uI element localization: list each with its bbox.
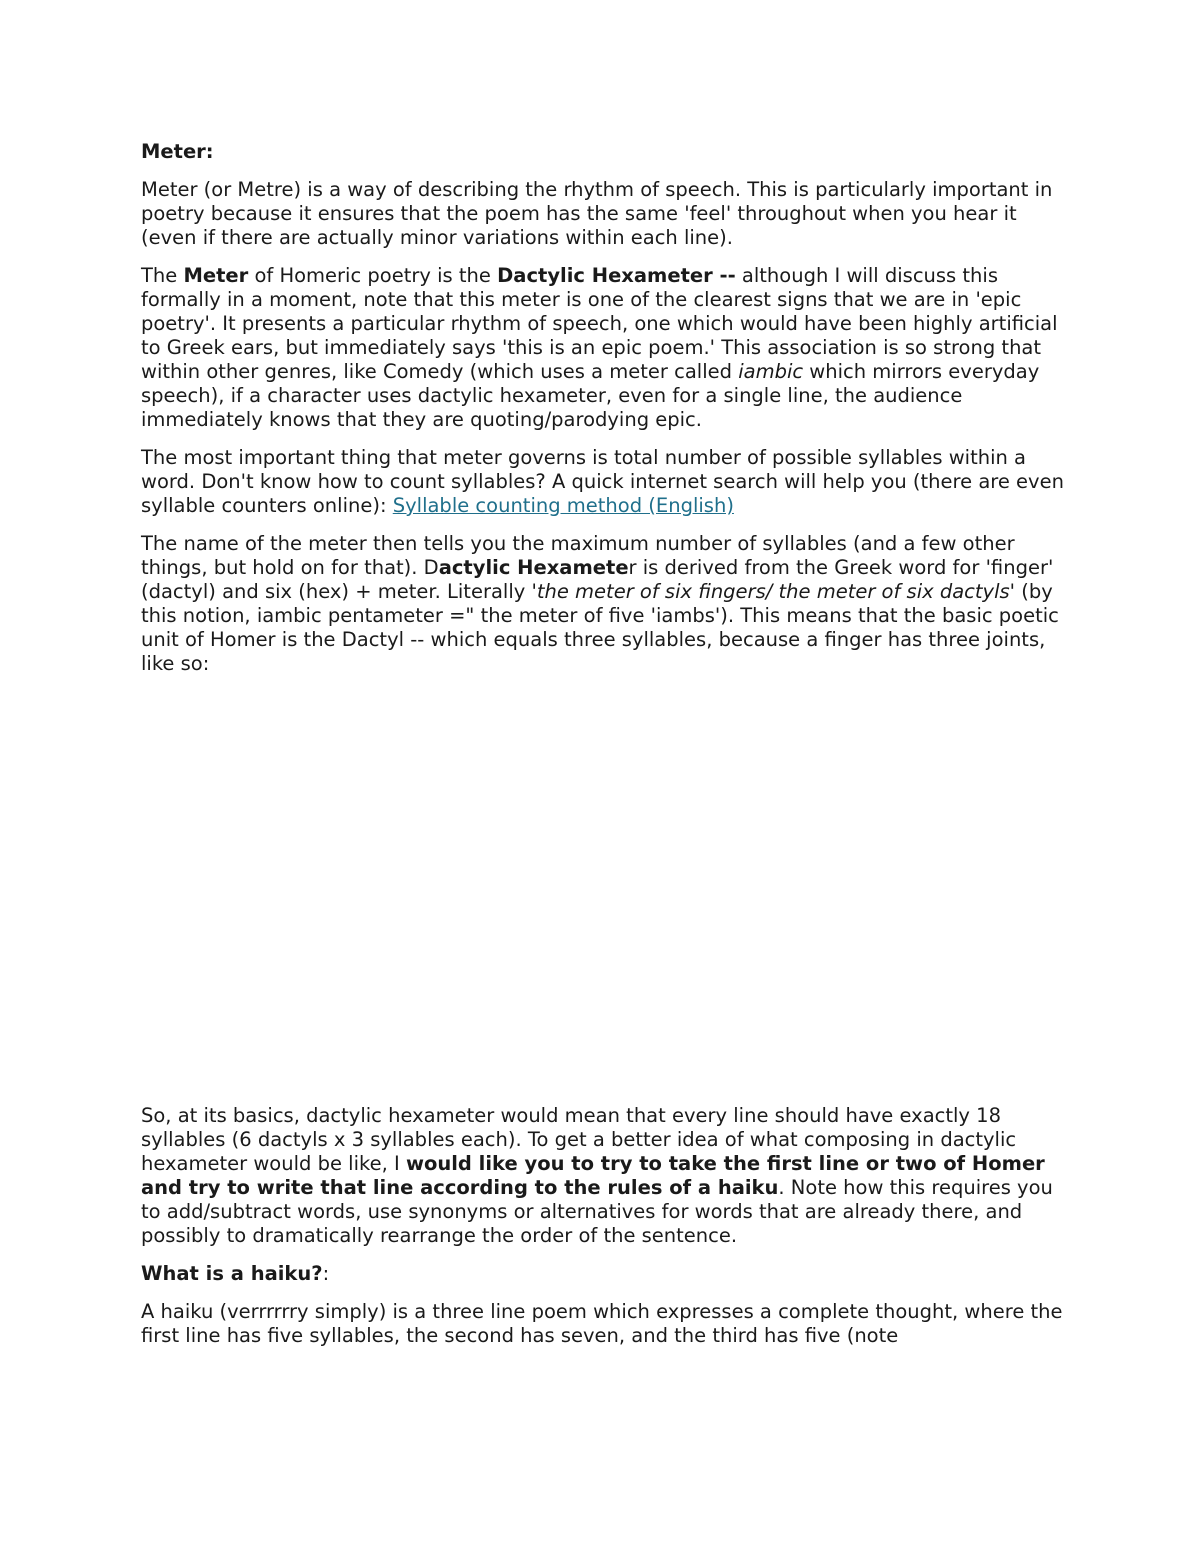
paragraph-haiku-definition: A haiku (verrrrrry simply) is a three line poem which expresses a complete thought, where the first line has five syllables, the second has seven, and the third has five (note	[141, 1300, 1063, 1347]
text-span: The most important thing that meter governs is total number of possible syllables within a word. Don't know how to count syllables? A quick internet search will help you (there are even syllable counters online):	[141, 446, 1064, 517]
text-span: which mirrors everyday speech), if a character uses dactylic hexameter, even for a single line, the audience immediately knows that they are quoting/parodying epic.	[141, 360, 1040, 431]
text-span: by this notion, iambic pentameter =" the meter of five 'iambs'). This means that the basic poetic unit of Homer is the Dactyl -- which equals three syllables, because a finger has three joints, like so:	[141, 580, 1059, 675]
paragraph-homeric-meter	[141, 264, 1066, 432]
text-span: The	[141, 264, 184, 287]
bold-assignment: would like you to try to take the first line or two of Homer and try to write that line according to the rules of a haiku	[141, 1152, 1045, 1199]
text-span: ' (	[1009, 580, 1029, 603]
paragraph-syllables	[141, 446, 1066, 518]
document-page	[141, 140, 1066, 1348]
text-span: of Homeric poetry is the	[248, 264, 498, 287]
heading-meter: Meter:	[141, 140, 214, 163]
syllable-counting-link[interactable]: Syllable counting method (English)	[392, 494, 734, 517]
bold-what-is-haiku: What is a haiku?	[141, 1262, 323, 1285]
text-span: :	[322, 1262, 330, 1285]
text-span: although I will discuss this formally in a moment, note that this meter is one of the clearest signs that we are in 'epic poetry'. It presents a particular rhythm of speech, one which would have been highly artificial to Greek ears, but immediately says 'this is an epic poem.' This association is so strong that within other genres, like Comedy (which uses a meter called	[141, 264, 1058, 383]
italic-iambic: iambic	[738, 360, 804, 383]
italic-six-fingers: the meter of six fingers/ the meter of six dactyls	[536, 580, 1010, 603]
paragraph-meter-definition: Meter (or Metre) is a way of describing the rhythm of speech. This is particularly important in poetry because it ensures that the poem has the same 'feel' throughout when you hear it (even if there are actually minor variations within each line).	[141, 178, 1053, 249]
bold-dactylic-hexameter: Dactylic Hexameter --	[497, 264, 736, 287]
text-span: . Note how this requires you to add/subtract words, use synonyms or alternatives for words that are already there, and possibly to dramatically rearrange the order of the sentence.	[141, 1176, 1053, 1247]
text-span: The name of the meter then tells you the maximum number of syllables (and a few other things, but hold on for that). D	[141, 532, 1015, 579]
paragraph-assignment	[141, 1104, 1066, 1248]
heading-haiku	[141, 1262, 1066, 1286]
bold-actylic-hexamete: actylic Hexamete	[438, 556, 629, 579]
text-span: So, at its basics, dactylic hexameter would mean that every line should have exactly 18 syllables (6 dactyls x 3 syllables each). To get a better idea of what composing in dactylic hexameter would be like, I	[141, 1104, 1017, 1175]
paragraph-meter-name	[141, 532, 1066, 676]
text-span: r is derived from the Greek word for 'finger' (dactyl) and six (hex) + meter. Literally '	[141, 556, 1054, 603]
bold-meter: Meter	[183, 264, 249, 287]
